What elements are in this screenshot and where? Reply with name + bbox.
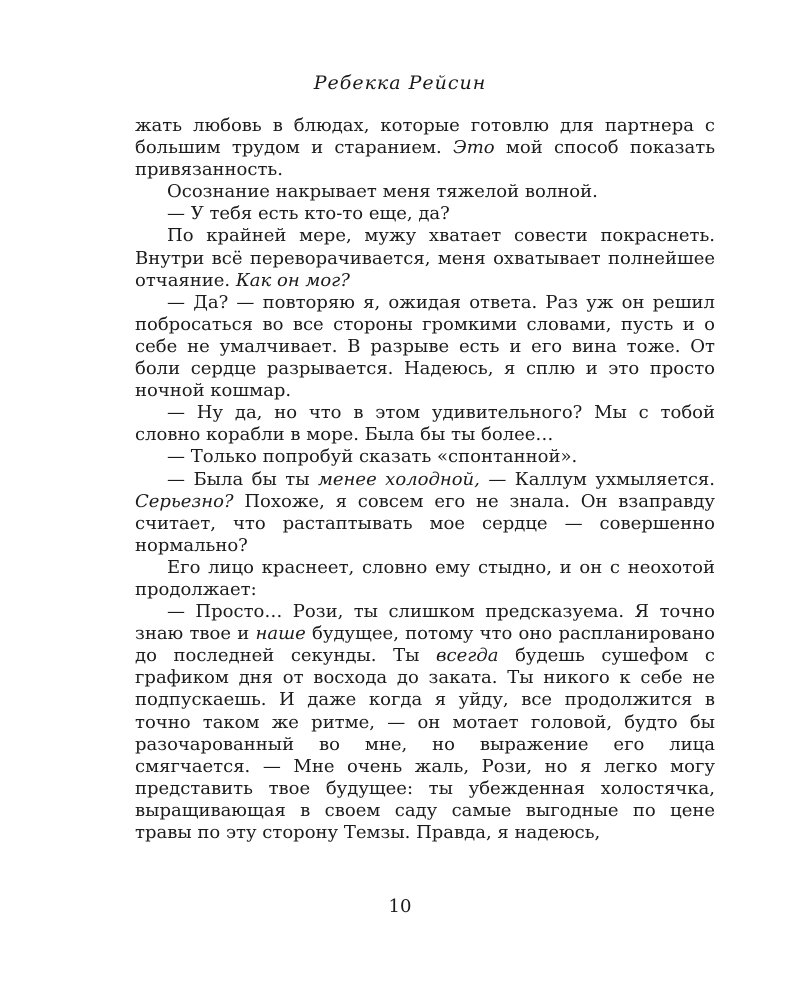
text-run: Похоже, я совсем его не знала. Он взаправду считает, что растаптывать мое сердце — совершенно нормально? — [135, 490, 715, 556]
paragraph — [135, 557, 715, 601]
text-run: мой способ показать привязанность. — [135, 137, 715, 181]
italic-run: менее холодной, — [317, 468, 480, 490]
paragraph — [135, 203, 715, 225]
text-run: По крайней мере, мужу хватает совести покраснеть. Внутри всё переворачивается, меня охватывает полнейшее отчаяние. — [135, 225, 715, 291]
text-run: — Просто… Рози, ты слишком предсказуема. Я точно знаю твое и — [135, 601, 715, 645]
text-run: — Да? — повторяю я, ожидая ответа. Раз уж он решил побросаться во все стороны громкими словами, пусть и о себе не умалчивает. В разрыве есть и его вина тоже. От боли сердце разрывается. Надеюсь, я сплю и это просто ночной кошмар. — [135, 291, 715, 402]
body-text — [135, 115, 715, 844]
paragraph — [135, 292, 715, 402]
paragraph — [135, 181, 715, 203]
paragraph — [135, 469, 715, 557]
page-number: 10 — [388, 896, 412, 917]
paragraph — [135, 601, 715, 844]
text-run: будущее, потому что оно распланировано до последней секунды. Ты — [135, 623, 715, 667]
paragraph — [135, 225, 715, 291]
paragraph — [135, 402, 715, 446]
text-run: — Только попробуй сказать «спонтанной». — [167, 446, 578, 468]
italic-run: всегда — [436, 645, 499, 667]
italic-run: наше — [255, 623, 306, 645]
paragraph — [135, 446, 715, 468]
text-run: Осознание накрывает меня тяжелой волной. — [167, 181, 598, 203]
text-run: — У тебя есть кто-то еще, да? — [167, 203, 450, 225]
italic-run: Серьезно? — [135, 490, 234, 512]
text-run: жать любовь в блюдах, которые готовлю для партнера с большим трудом и старанием. — [135, 115, 715, 159]
italic-run: Как он мог? — [235, 269, 350, 291]
italic-run: Это — [452, 137, 495, 159]
text-run: Его лицо краснеет, словно ему стыдно, и он с неохотой продолжает: — [135, 556, 715, 600]
text-run: — Ну да, но что в этом удивительного? Мы с тобой словно корабли в море. Была бы ты более… — [135, 402, 715, 446]
text-run: — Была бы ты — [167, 468, 318, 490]
paragraph — [135, 115, 715, 181]
running-header: Ребекка Рейсин — [313, 72, 487, 94]
text-run: — Каллум ухмыляется. — [479, 468, 715, 490]
text-run: будешь сушефом с графиком дня от восхода до заката. Ты никого к себе не подпускаешь. И даже когда я уйду, все продолжится в точно таком же ритме, — он мотает головой, будто бы разочарованный во мне, но выражение его лица смягчается. — Мне очень жаль, Рози, но я легко могу представить твое будущее: ты убежденная холостячка, выращивающая в своем саду самые выгодные по цене травы по эту сторону Темзы. Правда, я надеюсь, — [135, 645, 715, 843]
